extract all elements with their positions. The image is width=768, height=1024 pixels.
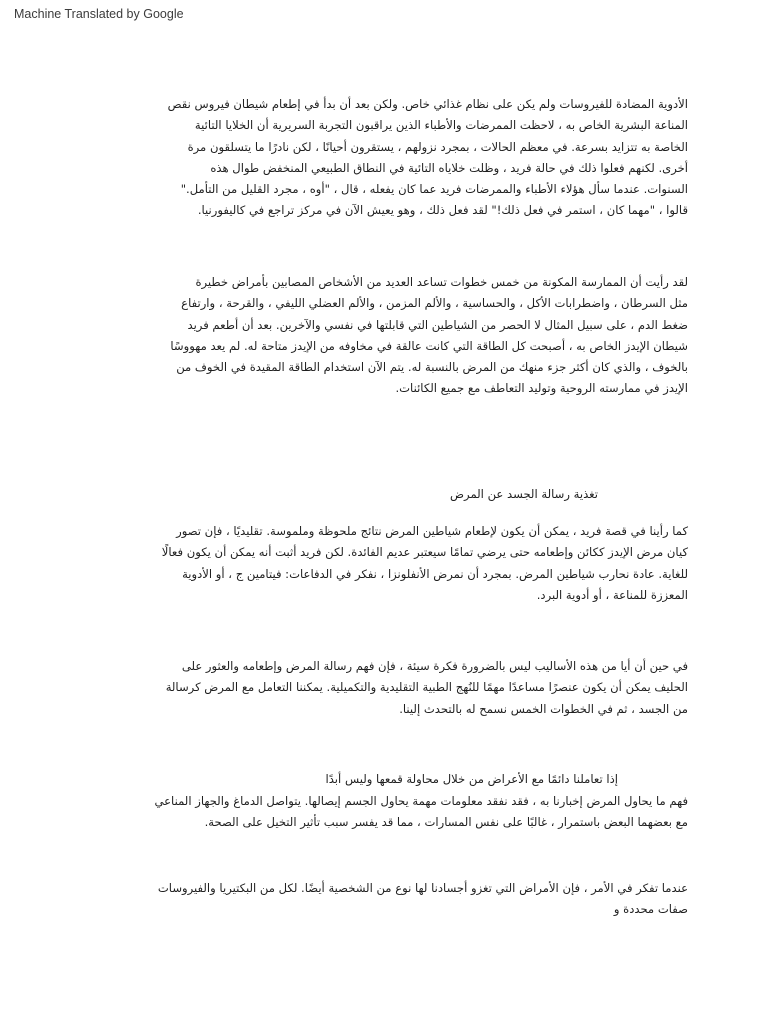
text-line: من الجسد ، ثم في الخطوات الخمس نسمح له بالتحدث إلينا. [399,701,688,716]
text-line: شيطان الإيدز الخاص به ، أصبحت كل الطاقة التي كانت عالقة في مخاوفه من الإيدز متاحة له. لم يعد مهووسًا [170,338,688,353]
text-line: مثل السرطان ، واضطرابات الأكل ، والحساسية ، والألم المزمن ، والألم العضلي الليفي ، والقرحة ، وارتفاع [181,296,688,311]
text-line: قالوا ، "مهما كان ، استمر في فعل ذلك!" لقد فعل ذلك ، وهو يعيش الآن في مركز تراجع في كاليفورنيا. [197,203,688,218]
paragraph-fred-antiviral [88,94,688,222]
text-line: لقد رأيت أن الممارسة المكونة من خمس خطوات تساعد العديد من الأشخاص المصابين بأمراض خطيرة [195,275,688,289]
text-line: فهم ما يحاول المرض إخبارنا به ، فقد نفقد معلومات مهمة يحاول الجسم إيصالها. يتواصل الدماغ والجهاز المناعي [154,794,688,808]
text-line: للغاية. عادة نحارب شياطين المرض. بمجرد أن نمرض الأنفلونزا ، نفكر في الدفاعات: فيتامين ج ، أو الأدوية [182,566,688,581]
text-line: مع بعضهما البعض باستمرار ، غالبًا على نفس المسارات ، مما قد يفسر سبب تأثير التخيل على الصحة. [204,815,688,830]
text-line: عندما تفكر في الأمر ، فإن الأمراض التي تغزو أجسادنا لها نوع من الشخصية أيضًا. لكل من البكتيريا والفيروسات [157,881,688,895]
text-line: صفات محددة و [613,902,688,917]
text-line: المناعة البشرية الخاص به ، لاحظت الممرضات والأطباء الذين يراقبون التجربة السريرية أن الخلايا التائية [194,118,688,133]
paragraph-immune-communication [88,791,688,834]
text-line: ضغط الدم ، على سبيل المثال لا الحصر من الشياطين التي قابلتها في نفسي والآخرين. بعد أن أطعم فريد [187,317,688,332]
paragraph-disease-personality [88,878,688,921]
text-line: السنوات. عندما سأل هؤلاء الأطباء والممرضات فريد عما كان يفعله ، قال ، "أوه ، مجرد القليل من التأمل." [180,182,688,197]
text-line: في حين أن أيا من هذه الأساليب ليس بالضرورة فكرة سيئة ، فإن فهم رسالة المرض وإطعامه والعثور على [181,659,688,673]
paragraph-fred-story [88,521,688,606]
text-line: أخرى. لكنهم فعلوا ذلك في حالة فريد ، وظلت خلاياه التائية في النطاق الطبيعي المنخفض طوال هذه [210,160,688,175]
text-line: المعززة للمناعة ، أو أدوية البرد. [536,587,688,602]
text-line: بالخوف ، والذي كان أكثر جزء منهك من المرض بالنسبة له. يتم الآن استخدام الطاقة المقيدة في الخوف من [176,360,688,375]
paragraph-five-step-practice [88,272,688,400]
text-line: الإيدز في ممارسته الروحية وتوليد التعاطف مع جميع الكائنات. [395,381,688,396]
section-heading: تغذية رسالة الجسد عن المرض [450,487,598,501]
text-line: كيان مرض الإيدز ككائن وإطعامه حتى يرضي تمامًا سيعتبر عديم الفائدة. لكن فريد أثبت أنه يمكن أن يكون فعالًا [161,545,688,560]
symptoms-subheading: إذا تعاملنا دائمًا مع الأعراض من خلال محاولة قمعها وليس أبدًا [325,772,618,786]
text-line: الخاصة به تتزايد بسرعة. في معظم الحالات ، بمجرد نزولهم ، يستقرون أحيانًا ، لكن نادرًا ما يتسلقون مرة [187,139,688,154]
text-line: كما رأينا في قصة فريد ، يمكن أن يكون لإطعام شياطين المرض نتائج ملحوظة وملموسة. تقليديًا ، فإن تصور [176,524,688,538]
translation-notice: Machine Translated by Google [14,7,184,21]
text-line: الحليف يمكن أن يكون عنصرًا مساعدًا مهمًا للنُهج الطبية التقليدية والتكميلية. يمكننا التعامل مع المرض كرسالة [165,680,688,695]
text-line: الأدوية المضادة للفيروسات ولم يكن على نظام غذائي خاص. ولكن بعد أن بدأ في إطعام شيطان فيروس نقص [167,97,688,111]
paragraph-ally [88,656,688,720]
